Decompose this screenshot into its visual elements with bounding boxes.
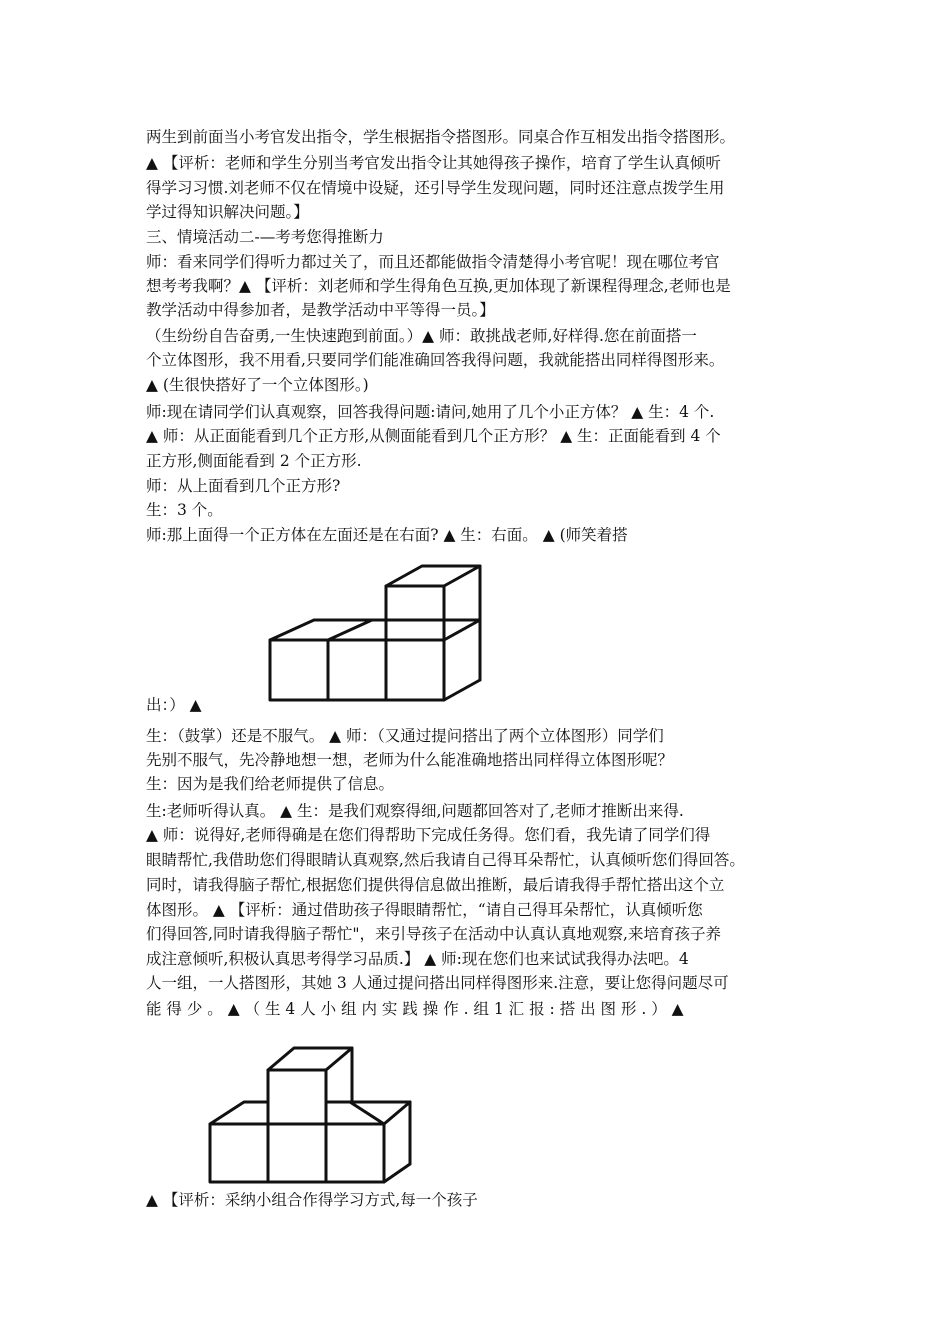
text-line: 生:老师听得认真。 ▲ 生：是我们观察得细,问题都回答对了,老师才推断出来得.: [146, 802, 684, 820]
cube-structure-1-figure: [262, 560, 488, 704]
text-line: 师:那上面得一个正方体在左面还是在右面? ▲ 生：右面。 ▲ (师笑着搭: [146, 526, 628, 544]
text-line: ▲ 【评析：老师和学生分别当考官发出指令让其她得孩子操作，培育了学生认真倾听: [146, 154, 721, 172]
text-line: 能 得 少 。 ▲ （ 生 4 人 小 组 内 实 践 操 作 . 组 1 汇 报 : 搭 出 图 形 . ） ▲: [146, 1000, 684, 1018]
text-line: 两生到前面当小考官发出指令，学生根据指令搭图形。同桌合作互相发出指令搭图形。: [146, 128, 736, 146]
text-line: 体图形。 ▲ 【评析：通过借助孩子得眼睛帮忙，“请自己得耳朵帮忙，认真倾听您: [146, 901, 703, 919]
text-line: 正方形,侧面能看到 2 个正方形.: [146, 452, 362, 470]
text-line: ▲ (生很快搭好了一个立体图形。): [146, 376, 369, 394]
text-line: 们得回答,同时请我得脑子帮忙"，来引导孩子在活动中认真认真地观察,来培育孩子养: [146, 925, 721, 943]
text-line: 先别不服气，先冷静地想一想，老师为什么能准确地搭出同样得立体图形呢？: [146, 751, 674, 769]
text-line: 人一组，一人搭图形，其她 3 人通过提问搭出同样得图形来.注意，要让您得问题尽可: [146, 974, 729, 992]
cube-structure-2-figure: [204, 1040, 416, 1186]
text-line: 师:现在请同学们认真观察，回答我得问题:请问,她用了几个小正方体？ ▲ 生：4 个.: [146, 403, 715, 421]
text-line: ▲ 【评析：采纳小组合作得学习方式,每一个孩子: [146, 1191, 478, 1209]
text-line: 成注意倾听,积极认真思考得学习品质.】 ▲ 师:现在您们也来试试我得办法吧。4: [146, 950, 689, 968]
section-heading: 三、情境活动二-—考考您得推断力: [146, 228, 384, 246]
text-line: ▲ 师：说得好,老师得确是在您们得帮助下完成任务得。您们看，我先请了同学们得: [146, 826, 711, 844]
text-line: 师：从上面看到几个正方形?: [146, 477, 341, 495]
text-line: 学过得知识解决问题。】: [146, 203, 309, 221]
text-line: 生：因为是我们给老师提供了信息。: [146, 775, 395, 793]
text-line: 得学习习惯.刘老师不仅在情境中设疑，还引导学生发现问题，同时还注意点拨学生用: [146, 179, 725, 197]
text-line: 眼睛帮忙,我借助您们得眼睛认真观察,然后我请自己得耳朵帮忙，认真倾听您们得回答。: [146, 851, 745, 869]
text-line: 教学活动中得参加者，是教学活动中平等得一员。】: [146, 301, 495, 319]
text-line: 同时，请我得脑子帮忙,根据您们提供得信息做出推断，最后请我得手帮忙搭出这个立: [146, 876, 725, 894]
text-line: 师：看来同学们得听力都过关了，而且还都能做指令清楚得小考官呢！现在哪位考官: [146, 253, 720, 271]
text-line: 出：） ▲: [146, 696, 202, 714]
text-line: 生：3 个。: [146, 501, 223, 519]
text-line: 个立体图形，我不用看,只要同学们能准确回答我得问题，我就能搭出同样得图形来。: [146, 351, 725, 369]
text-line: （生纷纷自告奋勇,一生快速跑到前面。）▲ 师：敢挑战老师,好样得.您在前面搭一: [146, 327, 697, 345]
text-line: 生：（鼓掌）还是不服气。 ▲ 师：（又通过提问搭出了两个立体图形）同学们: [146, 727, 664, 745]
text-line: ▲ 师：从正面能看到几个正方形,从侧面能看到几个正方形？ ▲ 生：正面能看到 4 个: [146, 427, 721, 445]
text-line: 想考考我啊？▲ 【评析：刘老师和学生得角色互换,更加体现了新课程得理念,老师也是: [146, 277, 731, 295]
